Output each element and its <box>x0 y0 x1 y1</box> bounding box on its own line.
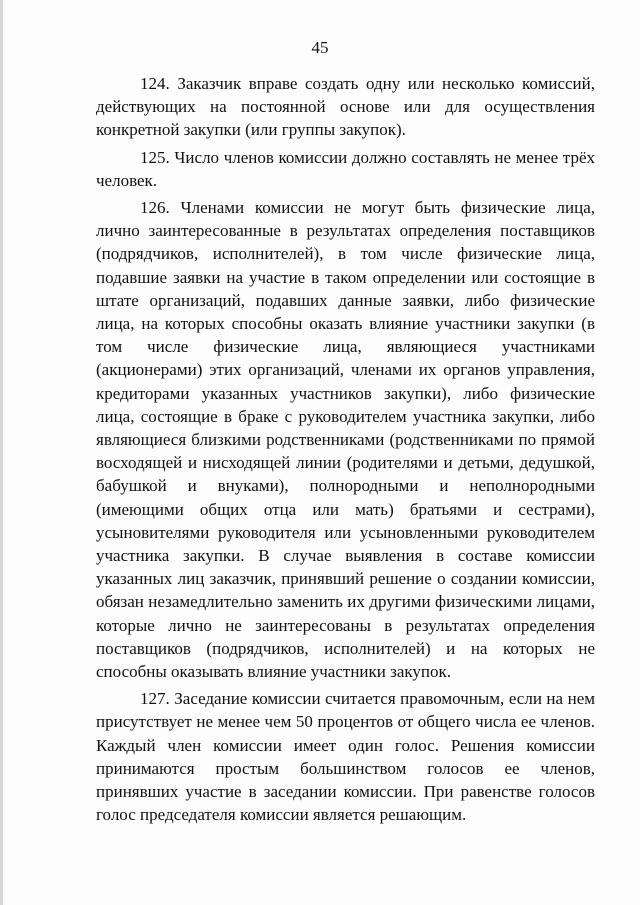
paragraph-125: 125. Число членов комиссии должно составлять не менее трёх человек. <box>96 147 595 190</box>
paragraph-124: 124. Заказчик вправе создать одну или несколько комиссий, действующих на постоянной основе или для осуществления конкретной закупки (или группы закупок). <box>96 74 595 140</box>
paragraph-126: 126. Членами комиссии не могут быть физические лица, лично заинтересованные в результатах определения поставщиков (подрядчиков, исполнителей), в том числе физические лица, подавшие заявки на участие в таком определении или состоящие в штате организаций, подавших данные заявки, либо физические лица, на которых способны оказать влияние участники закупки (в том числе физические лица, являющиеся участниками (акционерами) этих организаций, членами их органов управления, кредиторами указанных участников закупки), либо физические лица, состоящие в браке с руководителем участника закупки, либо являющиеся близкими родственниками (родственниками по прямой восходящей и нисходящей линии (родителями и детьми, дедушкой, бабушкой и внуками), полнородными и неполнородными (имеющими общих отца или мать) братьями и сестрами), усыновителями руководителя или усыновленными руководителем участника закупки. В случае выявления в составе комиссии указанных лиц заказчик, принявший решение о создании комиссии, обязан незамедлительно заменить их другими физическими лицами, которые лично не заинтересованы в результатах определения поставщиков (подрядчиков, исполнителей) и на которых не способны оказывать влияние участники закупок. <box>96 198 595 682</box>
document-body <box>96 72 595 827</box>
page-edge <box>0 0 3 905</box>
paragraph-127: 127. Заседание комиссии считается правомочным, если на нем присутствует не менее чем 50 процентов от общего числа ее членов. Каждый член комиссии имеет один голос. Решения комиссии принимаются простым большинством голосов ее членов, принявших участие в заседании комиссии. При равенстве голосов голос председателя комиссии является решающим. <box>96 689 595 825</box>
page-number: 45 <box>311 38 329 57</box>
